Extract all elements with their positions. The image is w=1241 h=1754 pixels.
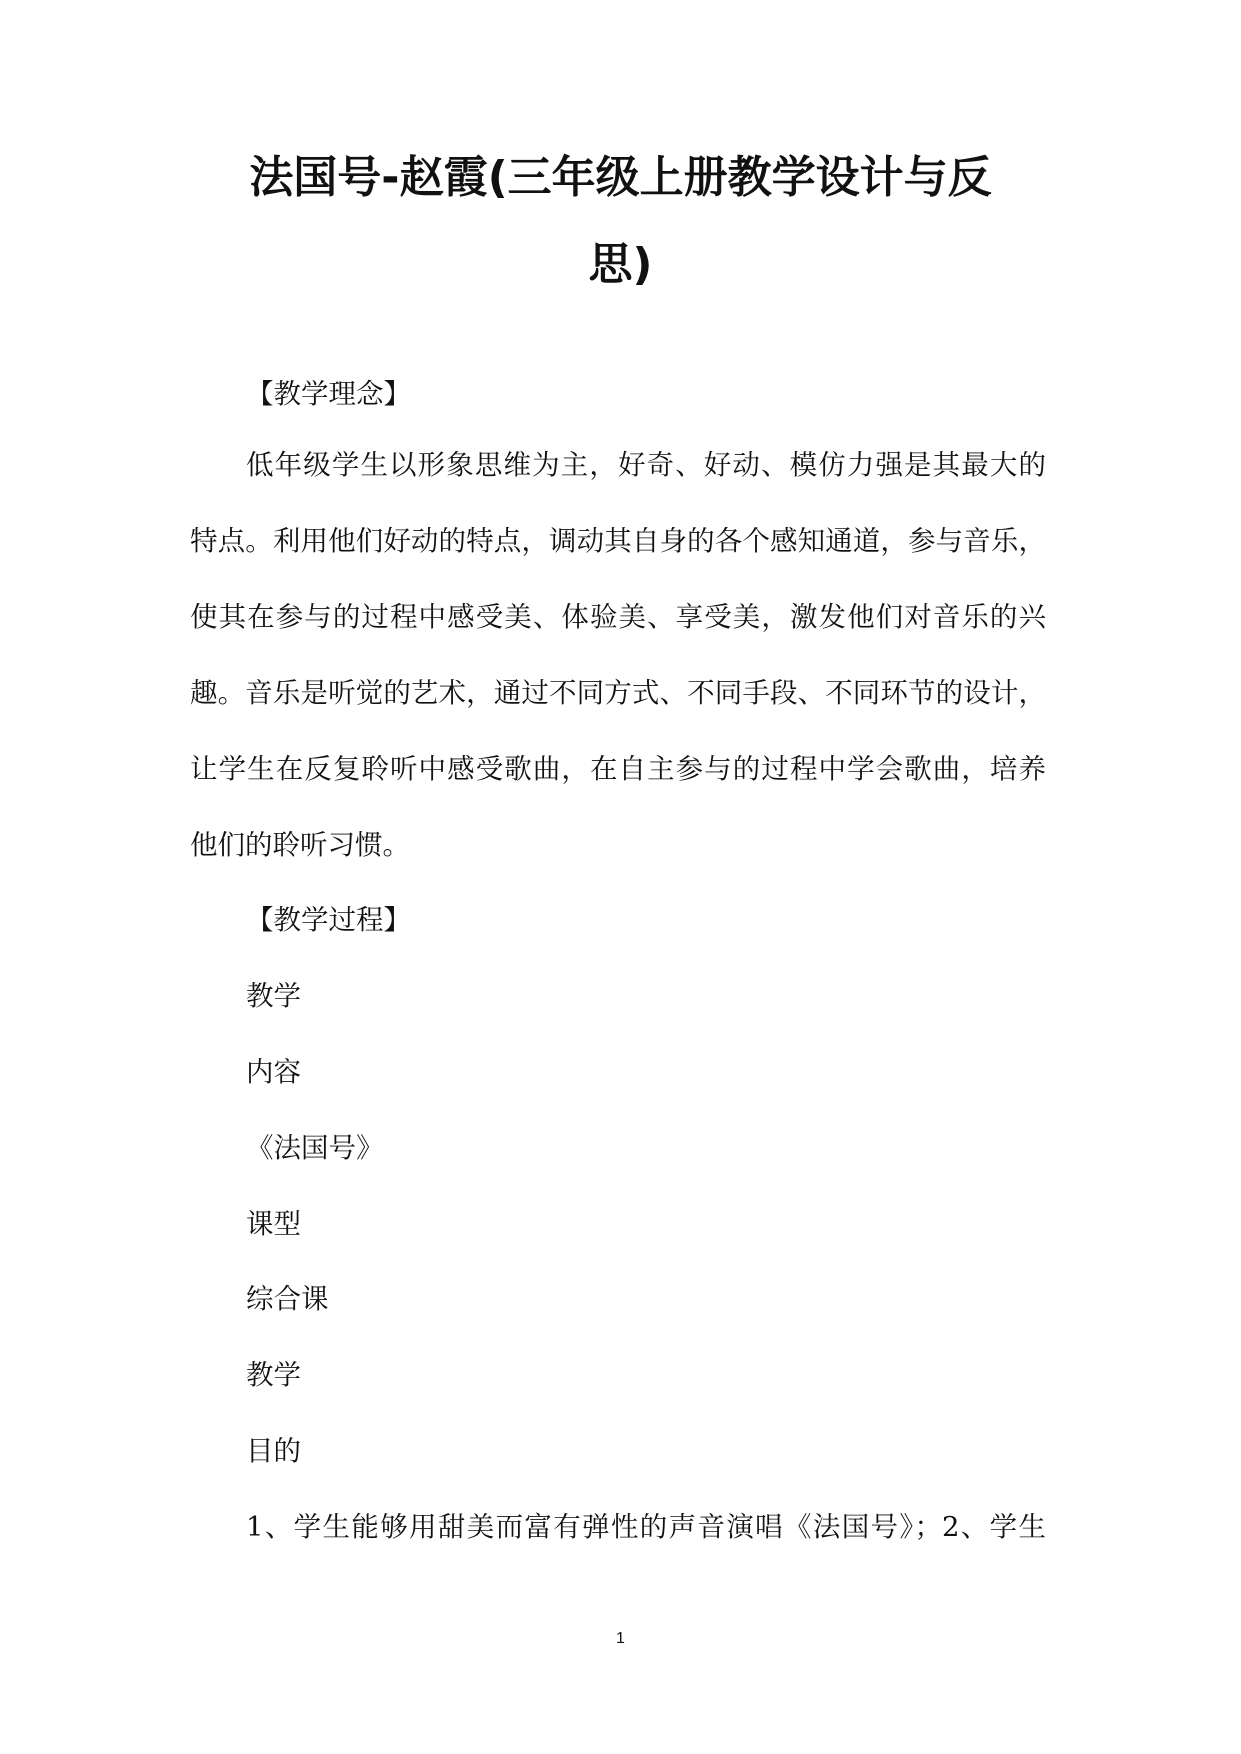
philosophy-line: 趣。音乐是听觉的艺术，通过不同方式、不同手段、不同环节的设计， [190,677,1046,709]
document-title-line-1: 法国号-赵霞(三年级上册教学设计与反 [249,152,992,203]
philosophy-line: 他们的聆听习惯。 [190,829,410,861]
section-heading-teaching-philosophy: 【教学理念】 [246,378,411,410]
page-number: 1 [616,1630,625,1647]
process-item: 教学 [246,1359,301,1391]
process-item: 教学 [246,980,301,1012]
document-title-line-2: 思) [588,239,653,290]
process-item: 综合课 [246,1283,329,1315]
process-item: 目的 [246,1435,301,1467]
process-item: 1、学生能够用甜美而富有弹性的声音演唱《法国号》；2、学生 [246,1511,1046,1543]
philosophy-line: 使其在参与的过程中感受美、体验美、享受美，激发他们对音乐的兴 [190,601,1046,633]
philosophy-line: 让学生在反复聆听中感受歌曲，在自主参与的过程中学会歌曲，培养 [190,753,1046,785]
process-item: 内容 [246,1056,301,1088]
philosophy-line: 特点。利用他们好动的特点，调动其自身的各个感知通道，参与音乐， [190,525,1046,557]
section-heading-teaching-process: 【教学过程】 [246,904,411,936]
process-item: 课型 [246,1208,301,1240]
process-item: 《法国号》 [246,1132,384,1164]
philosophy-line: 低年级学生以形象思维为主，好奇、好动、模仿力强是其最大的 [246,449,1046,481]
